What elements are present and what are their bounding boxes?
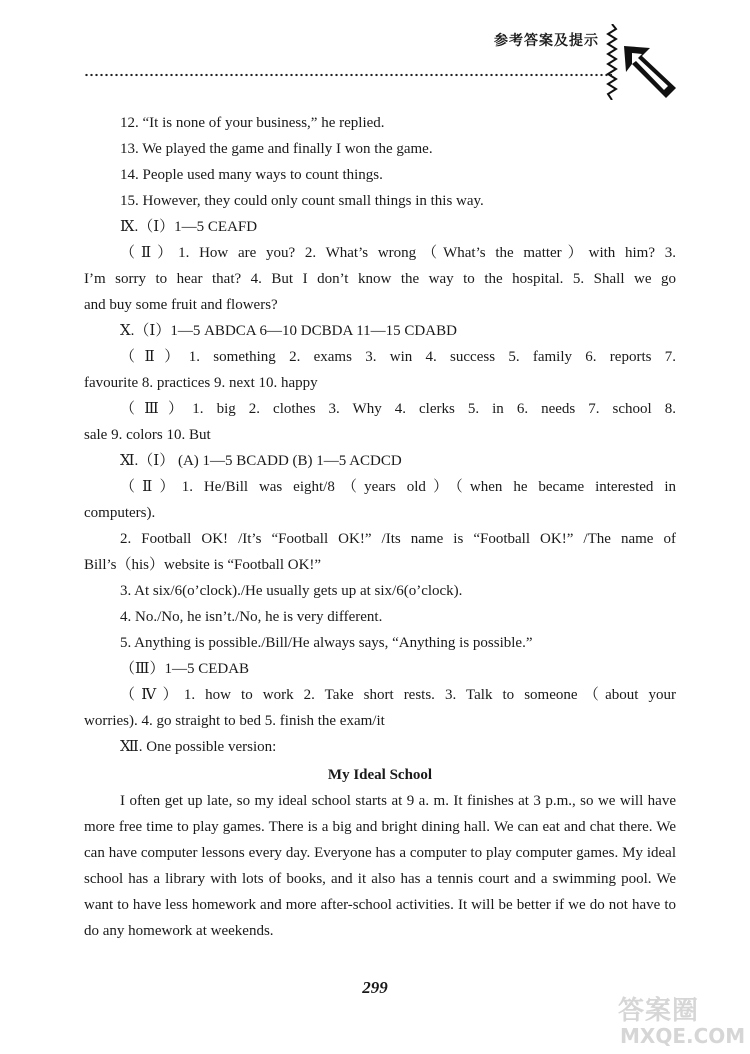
answer-line: （Ⅱ）1. How are you? 2. What’s wrong（What’s the matter）with him? 3.	[120, 245, 676, 261]
answer-line: （Ⅲ）1—5 CEDAB	[120, 661, 250, 677]
section-heading: Ⅻ. One possible version:	[120, 739, 277, 755]
answer-line: 5. Anything is possible./Bill/He always says, “Anything is possible.”	[120, 635, 533, 651]
essay-title: My Ideal School	[327, 767, 433, 783]
section-heading: Ⅸ.（Ⅰ）1—5 CEAFD	[120, 219, 258, 235]
answer-line: and buy some fruit and flowers?	[84, 297, 278, 313]
answer-line: I’m sorry to hear that? 4. But I don’t know the way to the hospital. 5. Shall we go	[84, 271, 676, 287]
answer-line: Bill’s（his）website is “Football OK!”	[84, 557, 322, 573]
answer-line: （Ⅲ）1. big 2. clothes 3. Why 4. clerks 5. in 6. needs 7. school 8.	[120, 401, 676, 417]
answer-line: 13. We played the game and finally I won the game.	[120, 141, 433, 157]
section-heading: Ⅹ.（Ⅰ）1—5 ABDCA 6—10 DCBDA 11—15 CDABD	[120, 323, 457, 339]
answer-line: 12. “It is none of your business,” he replied.	[120, 115, 385, 131]
answer-line: 15. However, they could only count small things in this way.	[120, 193, 484, 209]
essay-body: I often get up late, so my ideal school starts at 9 a. m. It finishes at 3 p.m., so we will have more free time to play games. There is a big and bright dining hall. We can eat and chat there. We can have computer lessons every day. Everyone has a computer to play computer games. My ideal school has a library with lots of books, and it also has a tennis court and a swimming pool. We want to have less homework and more after-school activities. It will be better if we do not have to do any homework at weekends.	[84, 793, 676, 939]
arrow-icon	[622, 44, 678, 100]
page-number: 299	[362, 978, 388, 997]
answer-line: （Ⅱ）1. He/Bill was eight/8（years old）（when he became interested in	[120, 479, 676, 495]
answer-line: （Ⅱ）1. something 2. exams 3. win 4. success 5. family 6. reports 7.	[120, 349, 676, 365]
watermark-url: MXQE.COM	[620, 1024, 746, 1048]
answer-line: worries). 4. go straight to bed 5. finish the exam/it	[84, 713, 385, 729]
answer-content	[84, 110, 676, 944]
header-title: 参考答案及提示	[494, 33, 599, 49]
watermark-text: 答案圈	[618, 996, 700, 1026]
dotted-divider	[84, 72, 612, 78]
answer-line: sale 9. colors 10. But	[84, 427, 211, 443]
zigzag-border-icon	[606, 24, 618, 100]
page-header	[0, 0, 750, 110]
answer-line: computers).	[84, 505, 156, 521]
answer-line: （Ⅳ）1. how to work 2. Take short rests. 3. Talk to someone（about your	[120, 687, 676, 703]
section-heading: Ⅺ.（Ⅰ） (A) 1—5 BCADD (B) 1—5 ACDCD	[120, 453, 402, 469]
answer-line: 3. At six/6(o’clock)./He usually gets up at six/6(o’clock).	[120, 583, 463, 599]
answer-line: 14. People used many ways to count things.	[120, 167, 383, 183]
answer-line: favourite 8. practices 9. next 10. happy	[84, 375, 318, 391]
watermark-logo	[614, 990, 744, 1050]
answer-line: 2. Football OK! /It’s “Football OK!” /Its name is “Football OK!” /The name of	[120, 531, 676, 547]
answer-line: 4. No./No, he isn’t./No, he is very different.	[120, 609, 383, 625]
